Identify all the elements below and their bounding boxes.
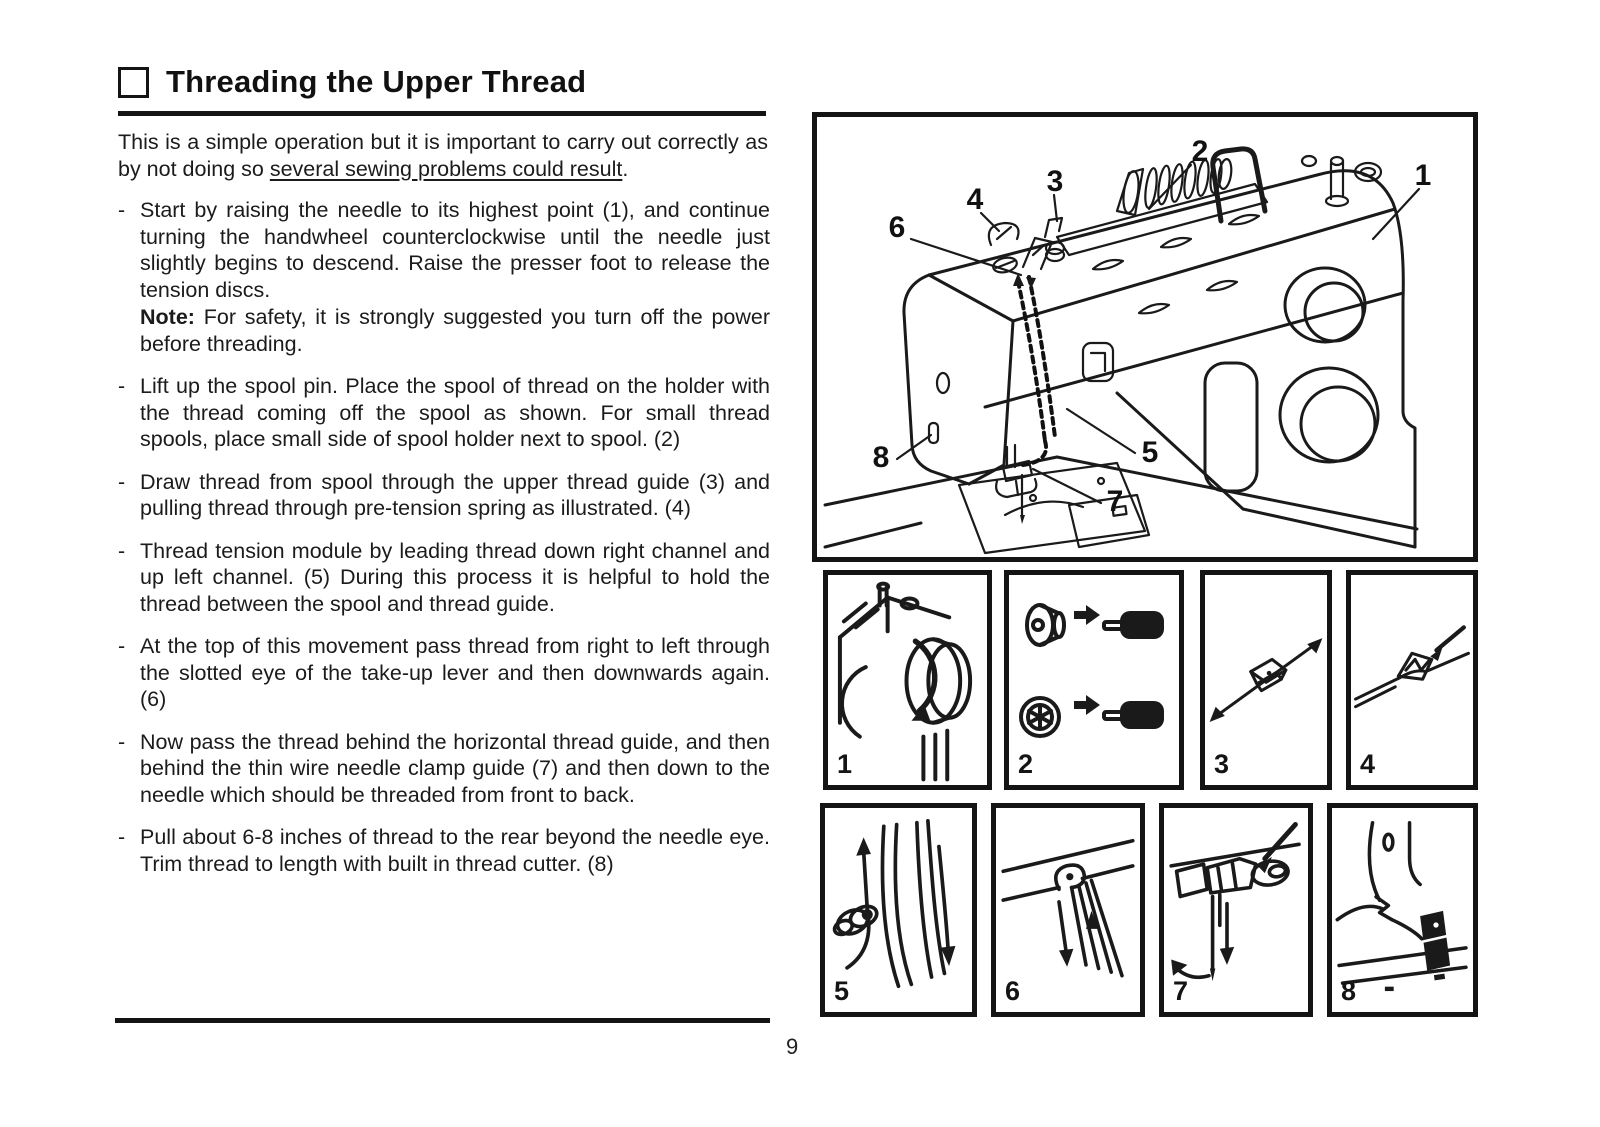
sewing-machine-illustration (817, 117, 1473, 557)
intro-text: This is a simple operation but it is important to carry out correctly as by not doing so (118, 130, 768, 181)
step-text: Thread tension module by leading thread down right channel and up left channel. (5) During this process it is helpful to hold the thread between the spool and thread guide. (140, 538, 770, 616)
panel-8-thread-cutter (1327, 803, 1478, 1017)
list-item (118, 197, 770, 357)
callout-8: 8 (872, 441, 890, 474)
page-title: Threading the Upper Thread (166, 64, 587, 99)
panel-1-handwheel (823, 570, 992, 790)
spool-caps-and-pins-illustration (1009, 575, 1179, 785)
step-text: Lift up the spool pin. Place the spool of thread on the holder with the thread coming off the spool as shown. For small thread spools, place small side of spool holder next to spool. (2) (140, 374, 770, 451)
page-number: 9 (786, 1034, 799, 1059)
section-checkbox-icon (118, 67, 149, 98)
panel-number: 2 (1018, 749, 1034, 779)
panel-number: 6 (1005, 976, 1021, 1006)
note-label: Note: (140, 305, 195, 329)
note (140, 304, 770, 357)
bullet-dash: - (118, 825, 126, 849)
panel-number: 1 (837, 749, 853, 779)
list-item (118, 469, 770, 522)
note-text: For safety, it is strongly suggested you turn off the power before threading. (140, 305, 771, 356)
step-text: Now pass the thread behind the horizontal thread guide, and then behind the thin wire needle clamp guide (7) and then down to the needle which should be threaded from front to back. (140, 729, 770, 807)
list-item-text (140, 197, 770, 357)
footer-divider (115, 1018, 770, 1023)
vent-slots (1093, 215, 1259, 313)
callout-4: 4 (966, 183, 984, 216)
bullet-dash: - (118, 469, 126, 494)
bullet-dash: - (118, 634, 126, 658)
thread-path (1013, 273, 1055, 465)
step-text: Pull about 6-8 inches of thread to the rear beyond the needle eye. Trim thread to length with built in thread cutter. (8) (140, 825, 770, 876)
section-header (118, 64, 586, 100)
list-item (118, 538, 770, 618)
bullet-dash: - (118, 374, 126, 398)
intro-underlined-text: several sewing problems could result (269, 156, 623, 181)
callout-6: 6 (888, 211, 906, 244)
bullet-dash: - (118, 198, 126, 222)
upper-thread-guide-part (1045, 218, 1062, 237)
panel-number: 5 (834, 976, 850, 1006)
take-up-lever-part (1023, 238, 1052, 269)
intro-paragraph (118, 129, 768, 182)
step-text: Draw thread from spool through the upper thread guide (3) and pulling thread through pre-tension spring as illustrated. (4) (140, 469, 770, 520)
main-sewing-machine-diagram (812, 112, 1478, 562)
callout-7: 7 (1106, 485, 1124, 518)
bullet-dash: - (118, 729, 126, 754)
callout-5: 5 (1141, 436, 1159, 469)
callout-1: 1 (1414, 159, 1432, 192)
panel-number: 3 (1214, 749, 1230, 779)
list-item (118, 729, 770, 809)
title-divider (118, 111, 766, 116)
list-item (118, 633, 770, 713)
panel-7-needle-clamp (1159, 803, 1313, 1017)
instruction-list (118, 197, 770, 893)
panel-2-spool-pins (1004, 570, 1184, 790)
callout-2: 2 (1191, 135, 1209, 168)
callout-3: 3 (1046, 165, 1064, 198)
panel-number: 4 (1360, 749, 1376, 779)
intro-period: . (622, 156, 629, 181)
list-item (118, 824, 770, 877)
panel-number: 7 (1173, 976, 1189, 1006)
list-item (118, 373, 770, 453)
panel-4-pre-tension-spring (1346, 570, 1478, 790)
panel-number: 8 (1341, 976, 1357, 1006)
needle-and-presser-foot (996, 445, 1036, 524)
panel-6-take-up-lever (991, 803, 1145, 1017)
step-text: Start by raising the needle to its highest point (1), and continue turning the handwheel counterclockwise until the needle just slightly begins to descend. Raise the presser foot to release the tension discs. (140, 198, 770, 302)
bullet-dash: - (118, 538, 126, 563)
panel-5-tension-module (820, 803, 977, 1017)
panel-3-thread-guide (1200, 570, 1332, 790)
step-text: At the top of this movement pass thread from right to left through the slotted eye of the take-up lever and then downwards again. (6) (140, 634, 770, 711)
